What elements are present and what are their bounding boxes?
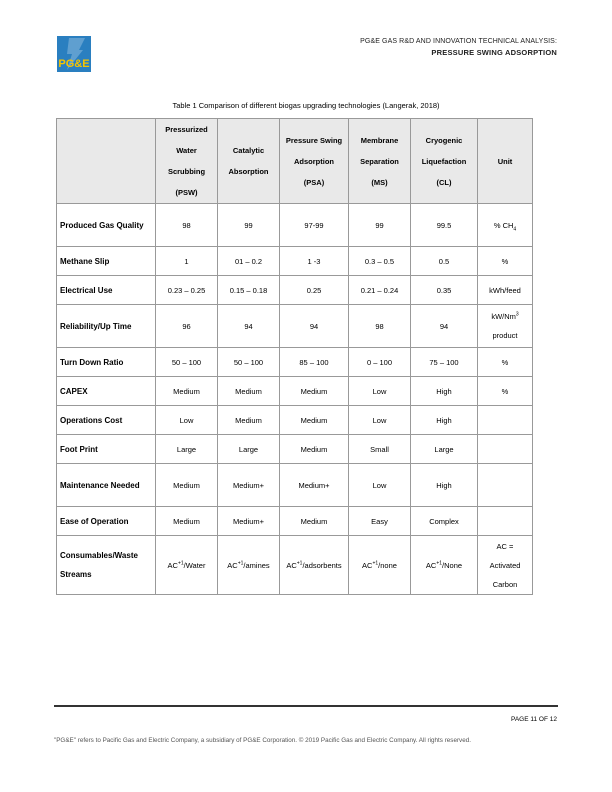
unit-superscript: 3 [515, 311, 519, 318]
table-cell: High [411, 464, 478, 507]
table-cell: High [411, 406, 478, 435]
row-label: Consumables/Waste Streams [57, 536, 156, 595]
header-cell-unit: Unit [478, 119, 533, 204]
table-cell: 99 [218, 204, 280, 247]
row-label: Electrical Use [57, 276, 156, 305]
table-cell: $AC^{+1}$/None [411, 536, 478, 595]
logo-text: PG&E [58, 58, 90, 70]
table-cell: 0.3 – 0.5 [349, 247, 411, 276]
table-cell: 50 – 100 [218, 348, 280, 377]
header-cell-cl: Cryogenic Liquefaction (CL) [411, 119, 478, 204]
unit-cell: AC = Activated Carbon [478, 536, 533, 595]
table-row [57, 204, 533, 247]
table-cell: Medium [218, 377, 280, 406]
table-cell: High [411, 377, 478, 406]
table-cell: Low [156, 406, 218, 435]
table-cell: Medium+ [218, 464, 280, 507]
table-cell: Medium [280, 507, 349, 536]
table-cell: 1 -3 [280, 247, 349, 276]
table-row [57, 348, 533, 377]
table-cell: 0.23 – 0.25 [156, 276, 218, 305]
table-cell: 75 – 100 [411, 348, 478, 377]
table-cell: 99.5 [411, 204, 478, 247]
table-cell: Large [218, 435, 280, 464]
table-cell: 01 – 0.2 [218, 247, 280, 276]
table-cell: Complex [411, 507, 478, 536]
header-cell-psw: Pressurized Water Scrubbing (PSW) [156, 119, 218, 204]
unit-cell: % [478, 247, 533, 276]
table-cell: 50 – 100 [156, 348, 218, 377]
table-row [57, 464, 533, 507]
unit-subscript: 4 [513, 226, 517, 232]
table-cell: 0.5 [411, 247, 478, 276]
table-cell: 97-99 [280, 204, 349, 247]
table-cell: $AC^{+1}$/Water [156, 536, 218, 595]
pge-logo [57, 36, 91, 72]
table-cell: 94 [411, 305, 478, 348]
row-label: Produced Gas Quality [57, 204, 156, 247]
unit-cell [478, 305, 533, 348]
table-row [57, 435, 533, 464]
table-cell: Medium [156, 464, 218, 507]
table-cell: Low [349, 406, 411, 435]
table-cell: Low [349, 377, 411, 406]
unit-cell [478, 464, 533, 507]
table-cell: Large [156, 435, 218, 464]
row-label: Turn Down Ratio [57, 348, 156, 377]
table-caption: Table 1 Comparison of different biogas upgrading technologies (Langerak, 2018) [172, 101, 440, 110]
header-line1: PG&E GAS R&D AND INNOVATION TECHNICAL ANALYSIS: [360, 38, 557, 45]
table-row [57, 507, 533, 536]
table-row [57, 536, 533, 595]
table-row [57, 276, 533, 305]
table-cell: Medium [280, 377, 349, 406]
page-number: PAGE 11 OF 12 [510, 716, 557, 723]
table-cell: Medium [156, 507, 218, 536]
unit-cell [478, 204, 533, 247]
table-cell: 0.25 [280, 276, 349, 305]
header-cell-ms: Membrane Separation (MS) [349, 119, 411, 204]
table-cell: 1 [156, 247, 218, 276]
table-cell: 96 [156, 305, 218, 348]
table-cell: $AC^{+1}$/amines [218, 536, 280, 595]
footer-text: "PG&E" refers to Pacific Gas and Electric Company, a subsidiary of PG&E Corporation. © 2019 Pacific Gas and Electric Company. All rights reserved. [54, 737, 471, 744]
comparison-table [56, 118, 533, 595]
table-cell: 0.21 – 0.24 [349, 276, 411, 305]
table-cell: 0 – 100 [349, 348, 411, 377]
table-cell: 0.15 – 0.18 [218, 276, 280, 305]
table-cell: Medium+ [218, 507, 280, 536]
table-cell: Medium [156, 377, 218, 406]
header-cell-empty [57, 119, 156, 204]
table-cell: Small [349, 435, 411, 464]
unit-cell [478, 435, 533, 464]
header-cell-catalytic: Catalytic Absorption [218, 119, 280, 204]
unit-cell: % [478, 377, 533, 406]
table-cell: 98 [349, 305, 411, 348]
table-cell: $AC^{+1}$/none [349, 536, 411, 595]
table-cell: $AC^{+1}$/adsorbents [280, 536, 349, 595]
unit-text-line2: product [492, 331, 518, 340]
table-row [57, 406, 533, 435]
table-cell: Medium [280, 406, 349, 435]
row-label: Ease of Operation [57, 507, 156, 536]
table-row [57, 305, 533, 348]
table-row [57, 377, 533, 406]
row-label: Methane Slip [57, 247, 156, 276]
table-cell: 0.35 [411, 276, 478, 305]
row-label: Foot Print [57, 435, 156, 464]
header-line2: PRESSURE SWING ADSORPTION [431, 48, 557, 57]
table-row [57, 247, 533, 276]
table-cell: Medium [280, 435, 349, 464]
unit-cell: kWh/feed [478, 276, 533, 305]
unit-cell: % [478, 348, 533, 377]
unit-cell [478, 507, 533, 536]
unit-text: kW/Nm [491, 312, 516, 321]
row-label: CAPEX [57, 377, 156, 406]
table-cell: 94 [218, 305, 280, 348]
table-cell: Medium+ [280, 464, 349, 507]
table-cell: 94 [280, 305, 349, 348]
table-cell: Large [411, 435, 478, 464]
unit-cell [478, 406, 533, 435]
footer-rule [54, 705, 558, 707]
table-header-row [57, 119, 533, 204]
table-cell: 85 – 100 [280, 348, 349, 377]
table-cell: Medium [218, 406, 280, 435]
table-cell: Easy [349, 507, 411, 536]
row-label: Operations Cost [57, 406, 156, 435]
row-label: Maintenance Needed [57, 464, 156, 507]
row-label: Reliability/Up Time [57, 305, 156, 348]
unit-text: % CH [493, 220, 514, 230]
table-cell: Low [349, 464, 411, 507]
header-cell-psa: Pressure Swing Adsorption (PSA) [280, 119, 349, 204]
table-cell: 98 [156, 204, 218, 247]
table-cell: 99 [349, 204, 411, 247]
document-header [360, 38, 557, 57]
